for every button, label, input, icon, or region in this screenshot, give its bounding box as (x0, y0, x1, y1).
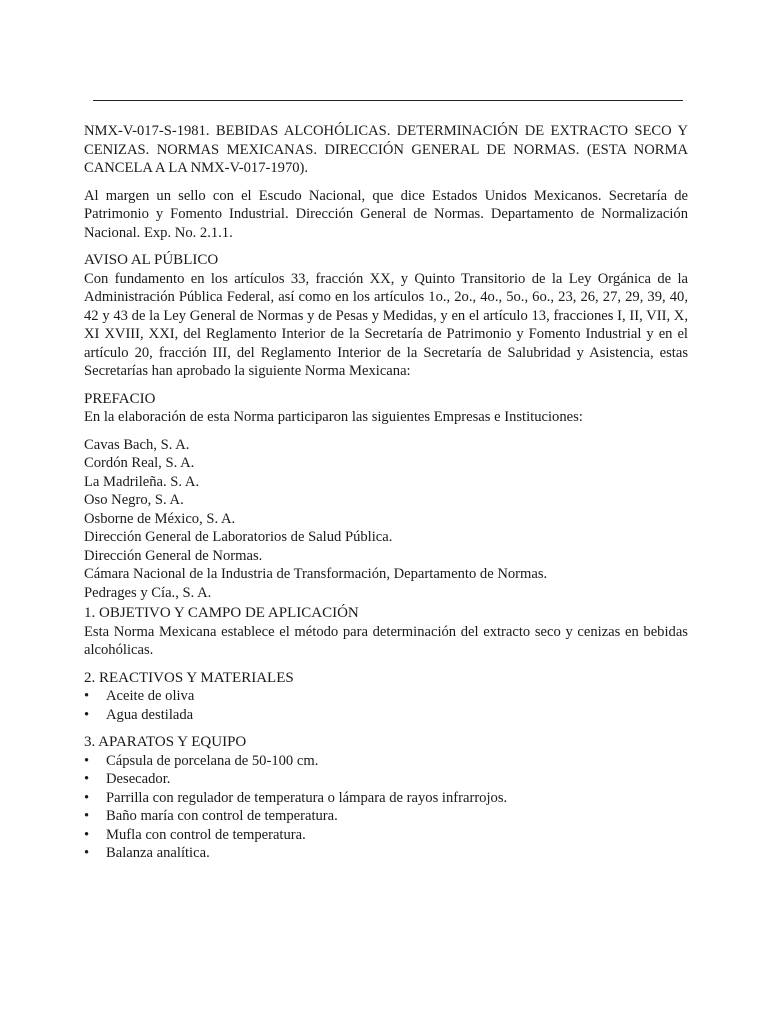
list-item: • Balanza analítica. (84, 844, 688, 863)
participant-item: Cordón Real, S. A. (84, 455, 195, 471)
participants-list (84, 436, 688, 603)
aviso-heading: AVISO AL PÚBLICO (84, 252, 219, 268)
participant-item: La Madrileña. S. A. (84, 473, 200, 490)
prefacio-heading: PREFACIO (84, 390, 156, 407)
norm-title: NMX-V-017-S-1981. BEBIDAS ALCOHÓLICAS. DETERMINACIÓN DE EXTRACTO SECO Y CENIZAS. NORMAS MEXICANAS. DIRECCIÓN GENERAL DE NORMAS. (ESTA NORMA CANCELA A LA NMX-V-017-1970). (84, 123, 688, 176)
participant-item: Dirección General de Normas. (84, 547, 263, 564)
participant-item: Osborne de México, S. A. (84, 510, 236, 527)
section1-text: Esta Norma Mexicana establece el método para determinación del extracto seco y cenizas en bebidas alcohólicas. (84, 623, 688, 658)
equipment-list (84, 752, 688, 863)
participant-item: Cámara Nacional de la Industria de Transformación, Departamento de Normas. (84, 566, 548, 582)
top-divider (93, 100, 683, 101)
aviso-paragraph: Con fundamento en los artículos 33, fracción XX, y Quinto Transitorio de la Ley Orgánica de la Administración Pública Federal, así como en los artículos 1o., 2o., 4o., 5o., 6o., 23, 26, 27, 29, 39, 40, 42 y 43 de la Ley General de Normas y de Pesas y Medidas, y en el artículo 13, fracciones I, II, VII, X, XI XVIII, XXI, del Reglamento Interior de la Secretaría de Patrimonio y Fomento Industrial y en el artículo 20, fracción III, del Reglamento Interior de la Secretaría de Salubridad y Asistencia, estas Secretarías han aprobado la siguiente Norma Mexicana: (84, 270, 688, 379)
section3-heading: 3. APARATOS Y EQUIPO (84, 734, 247, 750)
participant-item: Dirección General de Laboratorios de Salud Pública. (84, 529, 393, 545)
list-item: • Desecador. (84, 770, 688, 789)
reagents-list (84, 687, 688, 724)
participant-item: Cavas Bach, S. A. (84, 436, 190, 453)
list-item: • Aceite de oliva (84, 687, 688, 706)
section2-heading: 2. REACTIVOS Y MATERIALES (84, 669, 294, 686)
list-item: • Parrilla con regulador de temperatura o lámpara de rayos infrarrojos. (84, 789, 688, 808)
list-item: • Mufla con control de temperatura. (84, 826, 688, 845)
prefacio-intro: En la elaboración de esta Norma participaron las siguientes Empresas e Instituciones: (84, 409, 583, 425)
participant-item: Pedrages y Cía., S. A. (84, 584, 212, 601)
list-item: • Cápsula de porcelana de 50-100 cm. (84, 752, 688, 771)
seal-paragraph: Al margen un sello con el Escudo Nacional, que dice Estados Unidos Mexicanos. Secretaría de Patrimonio y Fomento Industrial. Dirección General de Normas. Departamento de Normalización Nacional. Exp. No. 2.1.1. (84, 187, 688, 241)
participant-item: Oso Negro, S. A. (84, 492, 184, 508)
section1-heading: 1. OBJETIVO Y CAMPO DE APLICACIÓN (84, 605, 359, 621)
list-item: • Baño maría con control de temperatura. (84, 807, 688, 826)
list-item: • Agua destilada (84, 706, 688, 725)
document-body (84, 122, 688, 872)
